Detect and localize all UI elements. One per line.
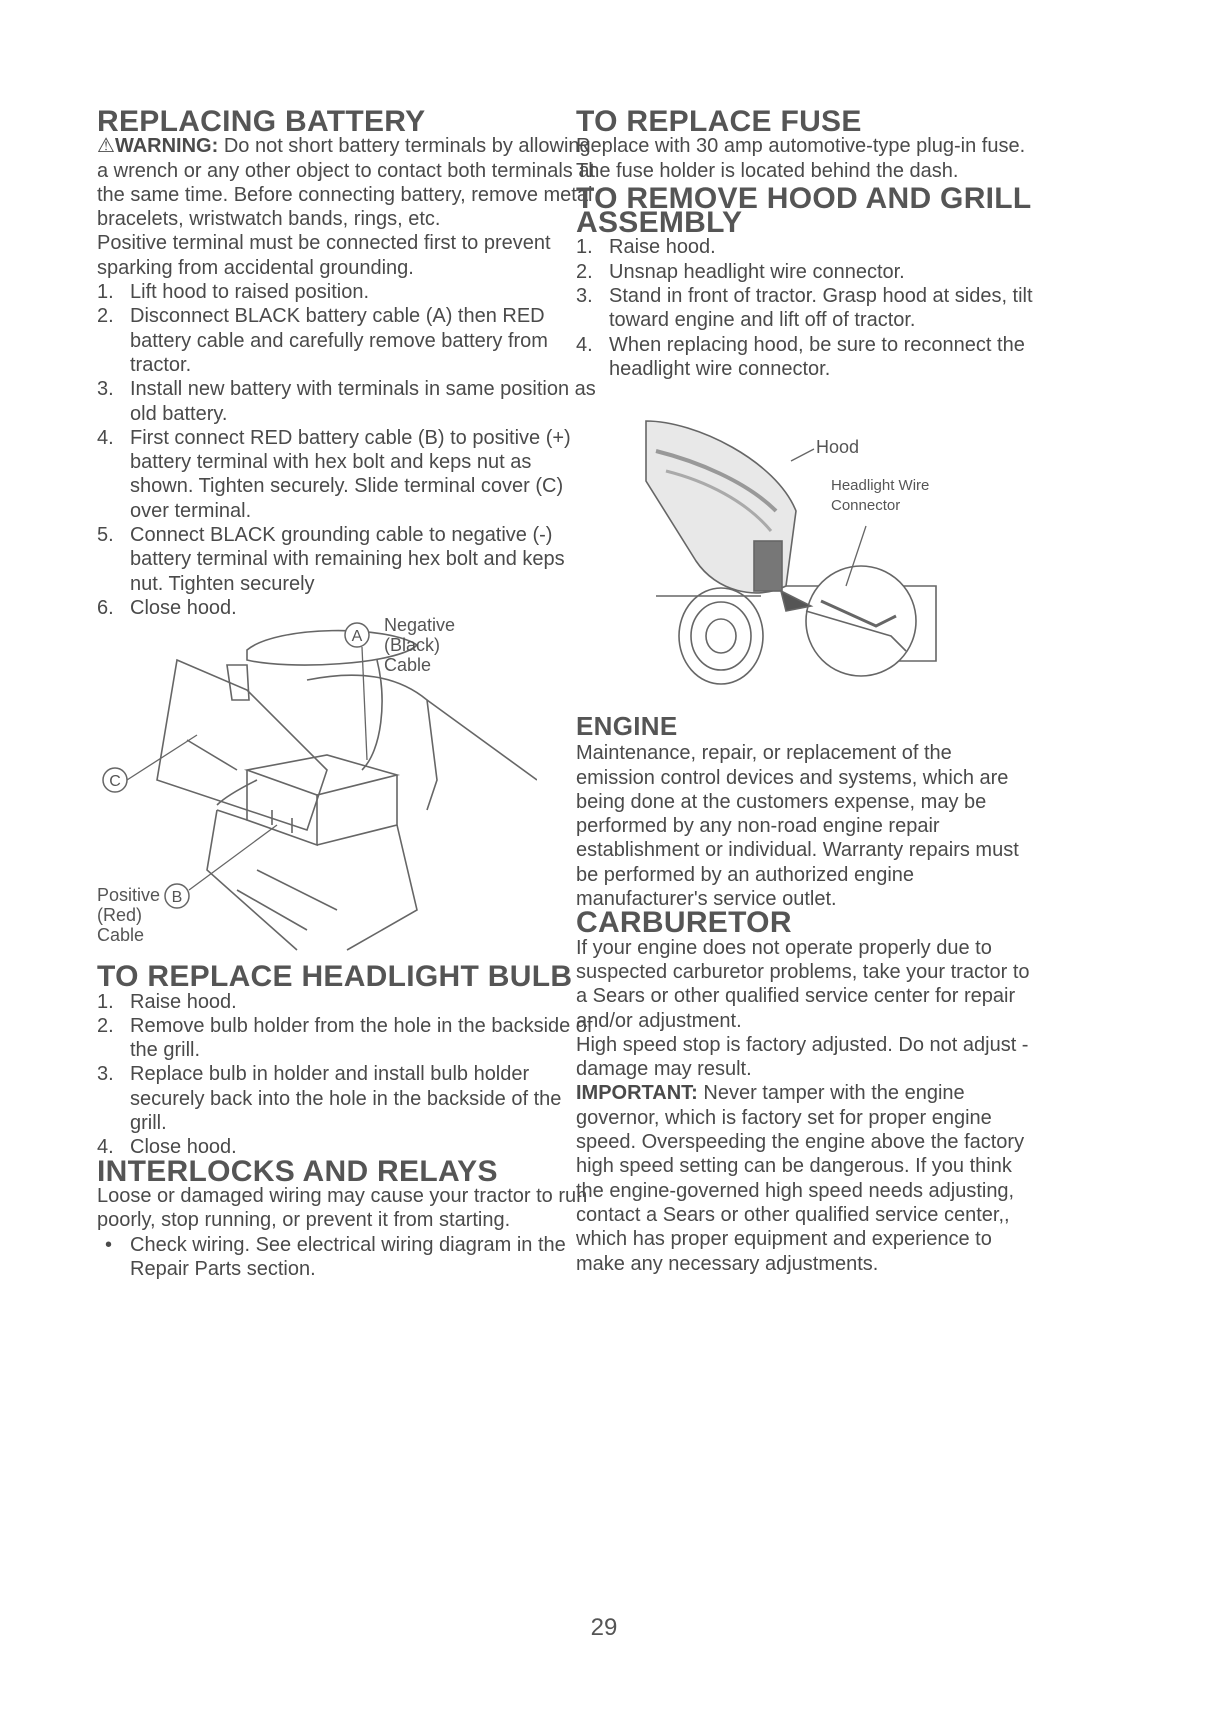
engine-text: Maintenance, repair, or replacement of the emission control devices and systems, which are being done at the customers expense, may be performed by any non-road engine repair establishment or individual. Warranty repairs must be performed by an authorized engine manufacturer's service outlet. [576, 742, 1019, 911]
callout-c: C [109, 773, 121, 791]
fuse-text: Replace with 30 amp automotive-type plug-in fuse. The fuse holder is located behind the dash. [576, 135, 1026, 182]
carburetor-important [576, 1081, 1036, 1275]
interlocks-bullets [97, 1233, 597, 1282]
headlight-steps [97, 990, 597, 1160]
important-label: IMPORTANT: [576, 1082, 698, 1105]
list-item: 4. When replacing hood, be sure to reconnect the headlight wire connector. [576, 333, 1025, 380]
hood-label: Hood [816, 437, 860, 458]
battery-note: Positive terminal must be connected first to prevent sparking from accidental grounding. [97, 232, 551, 279]
list-item: 1. Lift hood to raised position. [97, 281, 370, 304]
battery-illustration [97, 620, 537, 965]
list-item: 2. Remove bulb holder from the hole in the backside of the grill. [97, 1014, 593, 1062]
hood-steps [576, 235, 1036, 381]
hood-heading: TO REMOVE HOOD AND GRILL ASSEMBLY [576, 181, 1032, 240]
interlocks-heading: INTERLOCKS AND RELAYS [97, 1154, 498, 1188]
right-column [576, 105, 1036, 1276]
warning-label: WARNING: [114, 135, 219, 158]
battery-figure [97, 615, 597, 965]
interlocks-text: Loose or damaged wiring may cause your tractor to run poorly, stop running, or prevent it from starting. [97, 1184, 588, 1232]
callout-a: A [351, 628, 363, 646]
battery-steps [97, 280, 597, 620]
carburetor-text-1: If your engine does not operate properly due to suspected carburetor problems, take your tractor to a Sears or other qualified service center for repair and/or adjustment. [576, 936, 1030, 1032]
list-item: 2. Unsnap headlight wire connector. [576, 260, 905, 283]
headlight-connector-label: Headlight Wire Connector [831, 477, 930, 515]
engine-heading: ENGINE [576, 711, 678, 742]
warning-icon: ⚠ [97, 135, 115, 158]
list-item: 4. Close hood. [97, 1136, 237, 1159]
list-item: 6. Close hood. [97, 596, 237, 619]
warning-text: Do not short battery terminals by allowing a wrench or any other object to contact both terminals at the same time. Before connecting battery, remove metal bracelets, wristwatch bands, rings, etc. [97, 135, 596, 231]
replacing-battery-heading: REPLACING BATTERY [97, 105, 426, 138]
positive-cable-label: Positive (Red) Cable [97, 885, 161, 946]
list-item: 5. Connect BLACK grounding cable to negative (-) battery terminal with remaining hex bolt and keps nut. Tighten securely [97, 524, 565, 595]
list-item: 4. First connect RED battery cable (B) to positive (+) battery terminal with hex bolt and keps nut as shown. Tighten securely. Slide terminal cover (C) over terminal. [97, 426, 571, 522]
page-number: 29 [590, 1614, 618, 1641]
list-item: • Check wiring. See electrical wiring diagram in the Repair Parts section. [105, 1233, 566, 1280]
list-item: 3. Install new battery with terminals in same position as old battery. [97, 378, 596, 425]
fuse-heading: TO REPLACE FUSE [576, 105, 862, 138]
hood-illustration [636, 401, 956, 701]
negative-cable-label: Negative (Black) Cable [384, 615, 456, 676]
list-item: 3. Stand in front of tractor. Grasp hood at sides, tilt toward engine and lift off of tractor. [576, 285, 1033, 332]
list-item: 1. Raise hood. [576, 236, 716, 259]
list-item: 1. Raise hood. [97, 990, 237, 1013]
headlight-heading: TO REPLACE HEADLIGHT BULB [97, 960, 573, 994]
carburetor-text-2: High speed stop is factory adjusted. Do not adjust - damage may result. [576, 1033, 1029, 1081]
callout-b: B [171, 889, 183, 907]
list-item: 3. Replace bulb in holder and install bulb holder securely back into the hole in the backside of the grill. [97, 1063, 562, 1135]
important-text: Never tamper with the engine governor, which is factory set for proper engine speed. Overspeeding the engine above the factory high speed setting can be dangerous. If you think the engine-governed high speed needs adjusting, contact a Sears or other qualified service center,, which has proper equipment and experience to make any necessary adjustments. [576, 1082, 1025, 1275]
bullet-icon: • [105, 1233, 113, 1256]
list-item: 2. Disconnect BLACK battery cable (A) then RED battery cable and carefully remove battery from tractor. [97, 305, 548, 376]
left-column [97, 105, 597, 1281]
battery-warning [97, 134, 597, 231]
carburetor-heading: CARBURETOR [576, 906, 792, 940]
hood-figure [636, 381, 1036, 711]
